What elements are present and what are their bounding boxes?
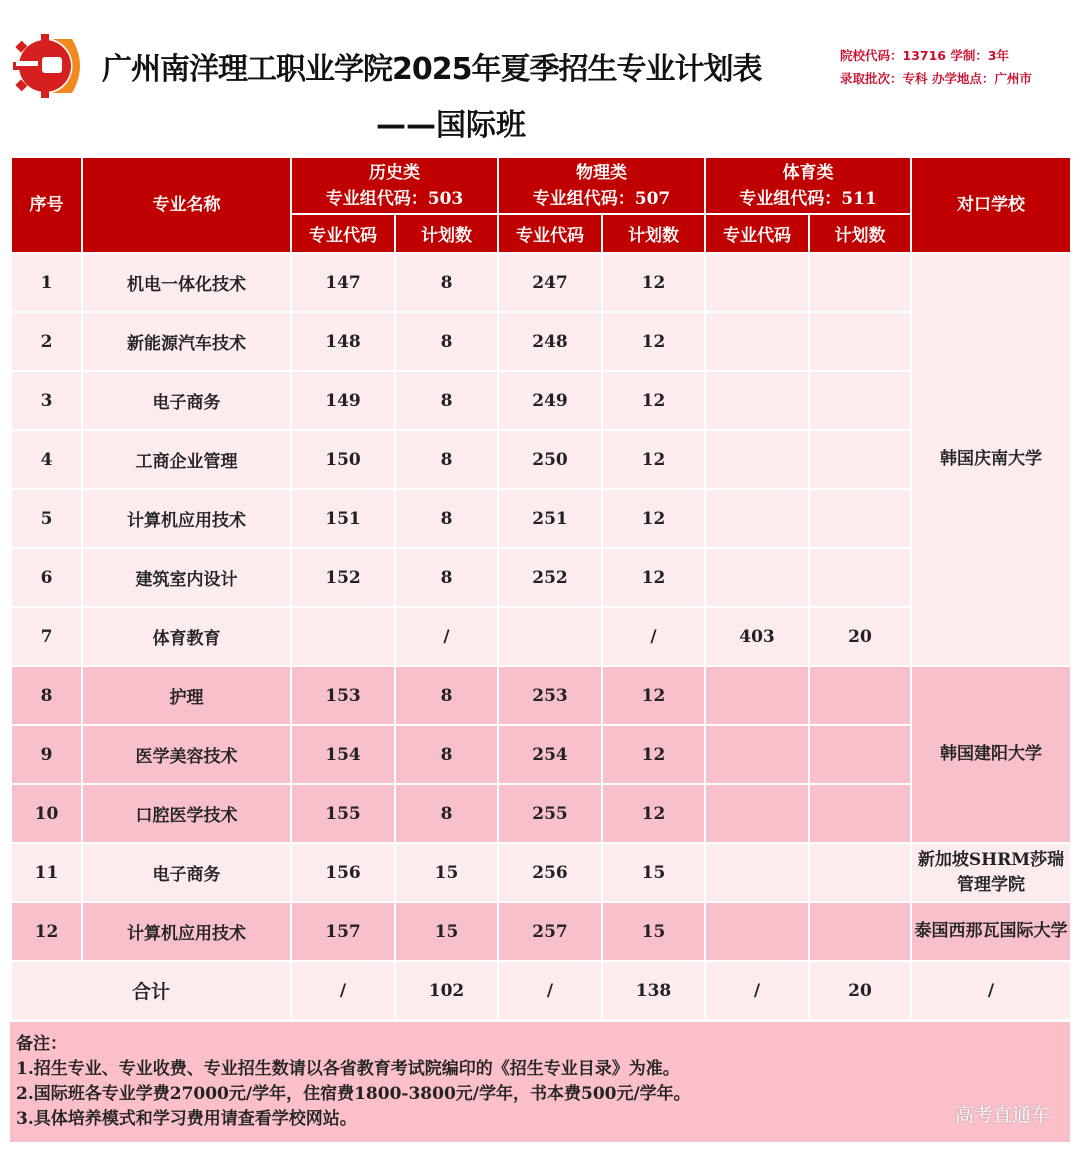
header-plan: 计划数 <box>395 214 498 253</box>
cell-h-plan: 8 <box>395 253 498 312</box>
total-partner: / <box>911 961 1071 1020</box>
cell-p-plan: 12 <box>602 430 705 489</box>
cell-h-code: 148 <box>291 312 395 371</box>
cell-major: 电子商务 <box>82 843 291 902</box>
cell-p-code: 249 <box>498 371 602 430</box>
cell-h-code: 147 <box>291 253 395 312</box>
cell-p-code: 257 <box>498 902 602 961</box>
admission-info: 录取批次：专科 办学地点：广州市 <box>840 71 1032 86</box>
group-code: 专业组代码：507 <box>532 188 671 209</box>
school-code-info: 院校代码：13716 学制：3年 <box>840 48 1010 63</box>
cell-seq: 4 <box>11 430 82 489</box>
cell-p-plan: 15 <box>602 843 705 902</box>
cell-seq: 11 <box>11 843 82 902</box>
cell-seq: 6 <box>11 548 82 607</box>
cell-s-plan <box>809 371 911 430</box>
header-seq: 序号 <box>11 157 82 253</box>
cell-s-code <box>705 489 809 548</box>
cell-major: 体育教育 <box>82 607 291 666</box>
cell-seq: 3 <box>11 371 82 430</box>
cell-h-plan: / <box>395 607 498 666</box>
cell-major: 护理 <box>82 666 291 725</box>
cell-p-plan: 12 <box>602 253 705 312</box>
cell-major: 计算机应用技术 <box>82 902 291 961</box>
cell-s-plan <box>809 489 911 548</box>
note-item: 2.国际班各专业学费27000元/学年，住宿费1800-3800元/学年，书本费500元/学年。 <box>16 1084 691 1104</box>
header-code: 专业代码 <box>705 214 809 253</box>
cell-s-plan <box>809 902 911 961</box>
cell-h-plan: 8 <box>395 312 498 371</box>
cell-h-plan: 8 <box>395 784 498 843</box>
group-code: 专业组代码：511 <box>739 188 877 209</box>
cell-major: 工商企业管理 <box>82 430 291 489</box>
cell-h-plan: 15 <box>395 843 498 902</box>
header-partner: 对口学校 <box>911 157 1071 253</box>
cell-p-plan: / <box>602 607 705 666</box>
note-item: 3.具体培养模式和学习费用请查看学校网站。 <box>16 1109 357 1129</box>
group-code: 专业组代码：503 <box>325 188 464 209</box>
cell-seq: 7 <box>11 607 82 666</box>
cell-h-code: 149 <box>291 371 395 430</box>
cell-h-code: 156 <box>291 843 395 902</box>
cell-h-plan: 8 <box>395 725 498 784</box>
header-code: 专业代码 <box>498 214 602 253</box>
cell-s-code <box>705 725 809 784</box>
cell-h-code: 152 <box>291 548 395 607</box>
cell-s-plan <box>809 312 911 371</box>
cell-p-code: 256 <box>498 843 602 902</box>
page-header <box>0 0 1080 150</box>
total-s-code: / <box>705 961 809 1020</box>
cell-p-code: 248 <box>498 312 602 371</box>
cell-h-plan: 15 <box>395 902 498 961</box>
header-plan: 计划数 <box>602 214 705 253</box>
cell-major: 口腔医学技术 <box>82 784 291 843</box>
cell-h-code: 150 <box>291 430 395 489</box>
cell-s-code <box>705 902 809 961</box>
cell-seq: 5 <box>11 489 82 548</box>
cell-p-plan: 12 <box>602 371 705 430</box>
cell-p-plan: 12 <box>602 489 705 548</box>
page-title: 广州南洋理工职业学院2025年夏季招生专业计划表 <box>102 52 762 87</box>
cell-seq: 9 <box>11 725 82 784</box>
cell-partner-school: 韩国庆南大学 <box>911 253 1071 666</box>
cell-s-code: 403 <box>705 607 809 666</box>
cell-partner-school: 韩国建阳大学 <box>911 666 1071 843</box>
cell-seq: 12 <box>11 902 82 961</box>
cell-s-plan <box>809 548 911 607</box>
cell-s-plan <box>809 843 911 902</box>
cell-major: 新能源汽车技术 <box>82 312 291 371</box>
cell-major: 建筑室内设计 <box>82 548 291 607</box>
cell-h-code <box>291 607 395 666</box>
cell-s-plan <box>809 725 911 784</box>
total-h-plan: 102 <box>395 961 498 1020</box>
cell-s-plan: 20 <box>809 607 911 666</box>
table-row <box>11 253 1071 312</box>
watermark: 高考直通车 <box>954 1104 1050 1126</box>
cell-h-plan: 8 <box>395 489 498 548</box>
cell-p-code: 251 <box>498 489 602 548</box>
cell-h-code: 153 <box>291 666 395 725</box>
cell-h-plan: 8 <box>395 666 498 725</box>
table-row <box>11 666 1071 725</box>
cell-p-code: 253 <box>498 666 602 725</box>
cell-h-plan: 8 <box>395 430 498 489</box>
total-p-code: / <box>498 961 602 1020</box>
group-name: 历史类 <box>369 162 420 183</box>
cell-seq: 1 <box>11 253 82 312</box>
page-subtitle: ——国际班 <box>376 108 526 143</box>
cell-p-plan: 12 <box>602 666 705 725</box>
cell-p-code: 254 <box>498 725 602 784</box>
notes-section <box>10 1022 1070 1142</box>
cell-p-code: 250 <box>498 430 602 489</box>
group-name: 体育类 <box>782 162 834 183</box>
cell-seq: 2 <box>11 312 82 371</box>
header-plan: 计划数 <box>809 214 911 253</box>
cell-h-code: 154 <box>291 725 395 784</box>
header-major: 专业名称 <box>82 157 291 253</box>
header-group-history <box>291 157 498 214</box>
table-row <box>11 843 1071 902</box>
header-group-sports <box>705 157 911 214</box>
cell-s-plan <box>809 784 911 843</box>
cell-p-code: 247 <box>498 253 602 312</box>
cell-p-plan: 15 <box>602 902 705 961</box>
cell-major: 计算机应用技术 <box>82 489 291 548</box>
cell-s-plan <box>809 253 911 312</box>
cell-p-plan: 12 <box>602 548 705 607</box>
cell-s-code <box>705 843 809 902</box>
notes-title: 备注： <box>16 1034 67 1054</box>
cell-h-plan: 8 <box>395 548 498 607</box>
total-h-code: / <box>291 961 395 1020</box>
cell-h-plan: 8 <box>395 371 498 430</box>
cell-s-code <box>705 253 809 312</box>
cell-seq: 8 <box>11 666 82 725</box>
cell-s-code <box>705 666 809 725</box>
cell-s-code <box>705 430 809 489</box>
cell-s-code <box>705 548 809 607</box>
cell-s-code <box>705 371 809 430</box>
cell-h-code: 151 <box>291 489 395 548</box>
header-code: 专业代码 <box>291 214 395 253</box>
note-item: 1.招生专业、专业收费、专业招生数请以各省教育考试院编印的《招生专业目录》为准。 <box>16 1059 680 1079</box>
enrollment-plan-table <box>10 156 1072 1021</box>
header-group-physics <box>498 157 705 214</box>
cell-s-code <box>705 312 809 371</box>
cell-p-plan: 12 <box>602 312 705 371</box>
school-logo-gear-icon <box>12 33 90 99</box>
cell-p-code: 255 <box>498 784 602 843</box>
cell-partner-school: 新加坡SHRM莎瑞管理学院 <box>911 843 1071 902</box>
group-name: 物理类 <box>576 162 627 183</box>
cell-major: 机电一体化技术 <box>82 253 291 312</box>
total-row <box>11 961 1071 1020</box>
cell-p-code: 252 <box>498 548 602 607</box>
cell-h-code: 157 <box>291 902 395 961</box>
total-label: 合计 <box>11 961 291 1020</box>
cell-s-code <box>705 784 809 843</box>
cell-partner-school: 泰国西那瓦国际大学 <box>911 902 1071 961</box>
total-s-plan: 20 <box>809 961 911 1020</box>
cell-s-plan <box>809 666 911 725</box>
table-row <box>11 902 1071 961</box>
cell-p-plan: 12 <box>602 784 705 843</box>
cell-s-plan <box>809 430 911 489</box>
total-p-plan: 138 <box>602 961 705 1020</box>
cell-p-code <box>498 607 602 666</box>
cell-major: 电子商务 <box>82 371 291 430</box>
cell-seq: 10 <box>11 784 82 843</box>
cell-p-plan: 12 <box>602 725 705 784</box>
cell-h-code: 155 <box>291 784 395 843</box>
cell-major: 医学美容技术 <box>82 725 291 784</box>
